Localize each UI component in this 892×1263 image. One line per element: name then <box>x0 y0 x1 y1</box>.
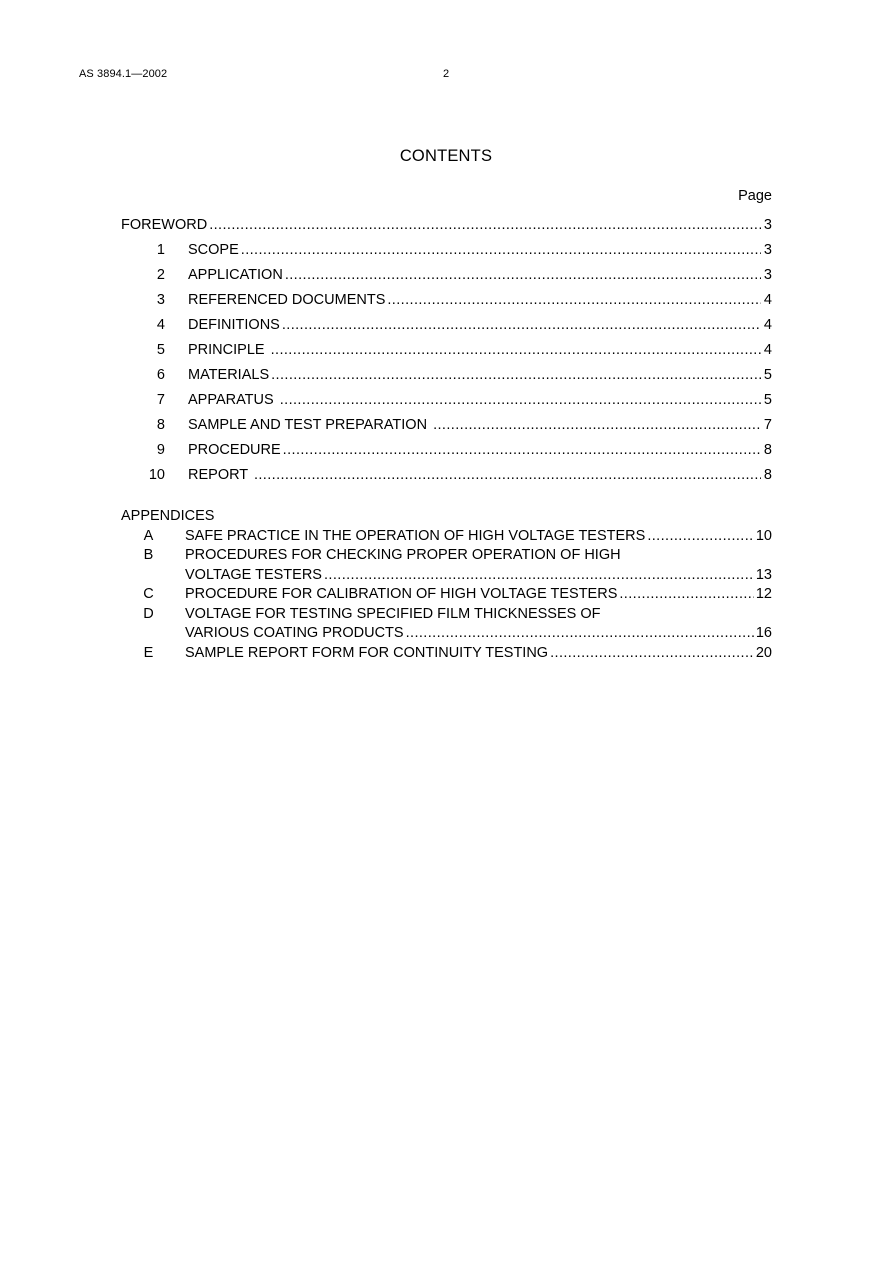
toc-entry-sample-and-test-preparation[interactable] <box>121 415 772 435</box>
toc-entry-label: MATERIALS <box>188 367 270 383</box>
toc-entry-label: PROCEDURE <box>188 442 281 458</box>
toc-entry-label: SAMPLE AND TEST PREPARATION <box>188 417 432 433</box>
toc-entry-apparatus[interactable] <box>121 390 772 410</box>
appendix-entry-a[interactable] <box>121 526 772 546</box>
dot-leader <box>433 415 761 435</box>
appendix-letter: D <box>143 606 154 622</box>
toc-entry-number: 7 <box>156 392 165 408</box>
appendices-heading: APPENDICES <box>121 508 215 524</box>
appendix-letter: C <box>143 586 154 602</box>
toc-entry-scope[interactable] <box>121 240 772 260</box>
toc-entry-page: 8 <box>763 467 772 483</box>
toc-entry-application[interactable] <box>121 265 772 285</box>
appendix-page: 13 <box>755 567 772 583</box>
appendix-letter: A <box>143 528 154 544</box>
dot-leader <box>387 290 761 310</box>
appendix-page: 20 <box>755 645 772 661</box>
toc-entry-report[interactable] <box>121 465 772 485</box>
toc-entry-label: DEFINITIONS <box>188 317 280 333</box>
toc-entry-page: 4 <box>763 342 772 358</box>
dot-leader <box>285 265 761 285</box>
dot-leader <box>324 565 754 585</box>
dot-leader <box>550 643 754 663</box>
dot-leader <box>280 390 761 410</box>
dot-leader <box>406 623 754 643</box>
toc-entry-page: 5 <box>763 367 772 383</box>
toc-entry-number: 10 <box>148 467 165 483</box>
appendix-entry-d-continued[interactable] <box>121 623 772 643</box>
toc-entry-materials[interactable] <box>121 365 772 385</box>
appendix-entry-b[interactable] <box>121 545 772 565</box>
appendix-label-continued: VOLTAGE TESTERS <box>185 567 322 583</box>
dot-leader <box>282 315 761 335</box>
page-column-label: Page <box>738 188 772 204</box>
dot-leader <box>619 584 753 604</box>
appendix-label: VOLTAGE FOR TESTING SPECIFIED FILM THICKNESSES OF <box>185 606 601 622</box>
appendix-letter: E <box>143 645 154 661</box>
toc-entry-page: 4 <box>763 292 772 308</box>
toc-entry-procedure[interactable] <box>121 440 772 460</box>
toc-entry-page: 3 <box>763 217 772 233</box>
appendix-label: PROCEDURES FOR CHECKING PROPER OPERATION OF HIGH <box>185 547 621 563</box>
toc-entry-label: PRINCIPLE <box>188 342 269 358</box>
toc-entry-label: SCOPE <box>188 242 239 258</box>
toc-entry-label: FOREWORD <box>121 217 208 233</box>
toc-entry-label: REFERENCED DOCUMENTS <box>188 292 386 308</box>
appendix-label: PROCEDURE FOR CALIBRATION OF HIGH VOLTAGE TESTERS <box>185 586 618 602</box>
toc-entry-number: 5 <box>156 342 165 358</box>
appendix-page: 16 <box>755 625 772 641</box>
appendix-entry-e[interactable] <box>121 643 772 663</box>
toc-entry-number: 9 <box>156 442 165 458</box>
appendix-letter: B <box>143 547 154 563</box>
dot-leader <box>209 215 761 235</box>
appendix-page: 10 <box>755 528 772 544</box>
toc-entry-label: APPARATUS <box>188 392 278 408</box>
appendix-label: SAFE PRACTICE IN THE OPERATION OF HIGH VOLTAGE TESTERS <box>185 528 646 544</box>
toc-entry-label: REPORT <box>188 467 252 483</box>
toc-entry-page: 7 <box>763 417 772 433</box>
toc-entry-number: 2 <box>156 267 165 283</box>
dot-leader <box>647 526 754 546</box>
header-page-number: 2 <box>442 68 450 80</box>
appendix-label: SAMPLE REPORT FORM FOR CONTINUITY TESTING <box>185 645 549 661</box>
toc-entry-page: 3 <box>763 242 772 258</box>
dot-leader <box>254 465 761 485</box>
toc-entry-label: APPLICATION <box>188 267 283 283</box>
toc-entry-page: 3 <box>763 267 772 283</box>
toc-entry-page: 4 <box>763 317 772 333</box>
toc-entry-number: 6 <box>156 367 165 383</box>
dot-leader <box>283 440 761 460</box>
toc-entry-number: 8 <box>156 417 165 433</box>
toc-entry-number: 3 <box>156 292 165 308</box>
dot-leader <box>271 340 761 360</box>
appendix-entry-c[interactable] <box>121 584 772 604</box>
dot-leader <box>271 365 761 385</box>
toc-entry-number: 1 <box>156 242 165 258</box>
toc-entry-principle[interactable] <box>121 340 772 360</box>
appendix-page: 12 <box>755 586 772 602</box>
page-title: CONTENTS <box>399 147 493 165</box>
appendix-label-continued: VARIOUS COATING PRODUCTS <box>185 625 404 641</box>
appendix-entry-b-continued[interactable] <box>121 565 772 585</box>
toc-entry-page: 5 <box>763 392 772 408</box>
appendix-entry-d[interactable] <box>121 604 772 624</box>
toc-entry-definitions[interactable] <box>121 315 772 335</box>
toc-entry-referenced-documents[interactable] <box>121 290 772 310</box>
dot-leader <box>241 240 761 260</box>
toc-entry-page: 8 <box>763 442 772 458</box>
standard-designation: AS 3894.1—2002 <box>79 68 168 80</box>
toc-entry-number: 4 <box>156 317 165 333</box>
toc-entry-foreword[interactable] <box>121 215 772 235</box>
